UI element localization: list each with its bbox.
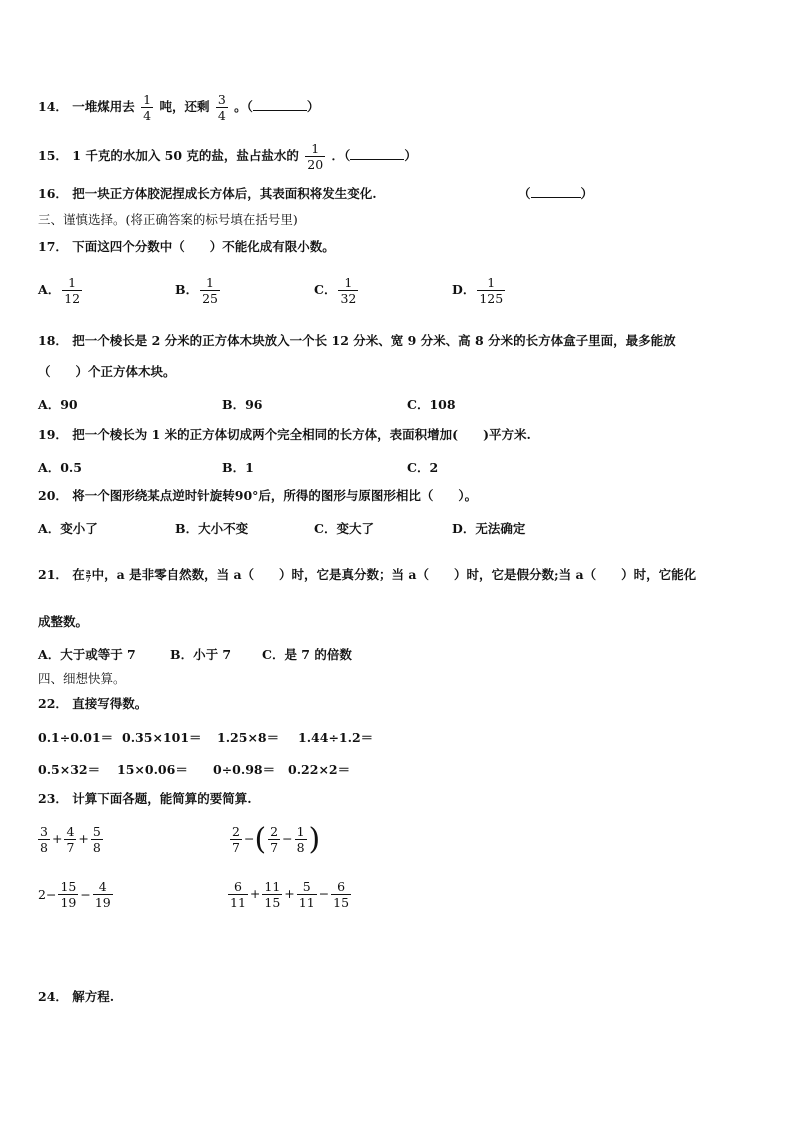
question-number: 22．	[38, 696, 68, 711]
question-text: 将一个图形绕某点逆时针旋转90°后，所得的图形与原图形相比（ ）。	[72, 488, 478, 503]
question-text: 中，a 是非零自然数，当 a（ ）时，它是真分数；当 a（ ）时，它是假分数;当 a（ ）时，它能化	[91, 567, 697, 582]
expression-4[interactable]: $\frac{6}{11}$ + $\frac{11}{15}$ + $\frac{5}{11}$ − $\frac{6}{15}$	[230, 879, 350, 910]
left-paren: (	[254, 821, 267, 857]
question-number: 20．	[38, 488, 68, 503]
option-c[interactable]: C．是 7 的倍数	[262, 647, 352, 662]
fraction: $\frac{3}{4}$	[217, 92, 226, 123]
option-a[interactable]: A．大于或等于 7	[38, 647, 136, 662]
expression-2[interactable]: $\frac{2}{7}$ −( $\frac{2}{7}$ − $\frac{1}{8}$ )	[232, 821, 321, 857]
fraction: $\frac{1}{20}$	[307, 141, 324, 172]
question-23	[38, 791, 252, 807]
answer-blank[interactable]	[531, 186, 581, 198]
question-21-cont: 成整数。	[38, 614, 89, 629]
question-number: 23．	[38, 791, 68, 806]
expression-3[interactable]: 2− $\frac{15}{19}$ − $\frac{4}{19}$	[38, 879, 111, 910]
question-16	[38, 186, 377, 202]
question-number: 19．	[38, 427, 68, 442]
question-text: 直接写得数。	[72, 696, 148, 711]
question-19	[38, 427, 531, 443]
question-text: 把一个棱长是 2 分米的正方体木块放入一个长 12 分米、宽 9 分米、高 8 分米的长方体盒子里面，最多能放	[72, 333, 676, 348]
question-number: 24．	[38, 989, 68, 1004]
question-14: 14． 一堆煤用去 $\frac{1}{4}$ 吨，还剩 $\frac{3}{4}$ 。（ ）	[38, 92, 320, 123]
question-number: 15．	[38, 148, 68, 163]
option-b[interactable]: B． $\frac{1}{25}$	[175, 275, 218, 306]
question-21: 21． 在 $\frac{a}{7}$ 中，a 是非零自然数，当 a（ ）时，它是真分数；当 a（ ）时，它是假分数;当 a（ ）时，它能化	[38, 567, 697, 584]
option-a[interactable]: A．0.5	[38, 460, 82, 475]
answer-blank[interactable]	[350, 148, 404, 160]
question-15: 15． 1 千克的水加入 50 克的盐，盐占盐水的 $\frac{1}{20}$ ．（ ）	[38, 141, 417, 172]
question-text: 把一个棱长为 1 米的正方体切成两个完全相同的长方体，表面积增加( )平方米.	[72, 427, 531, 442]
expression-1[interactable]: $\frac{3}{8}$ + $\frac{4}{7}$ + $\frac{5}{8}$	[40, 824, 101, 855]
question-text: 计算下面各题，能简算的要简算.	[72, 791, 252, 806]
calc-item[interactable]: 0.22×2＝	[288, 762, 351, 777]
option-a[interactable]: A．变小了	[38, 521, 98, 536]
question-18	[38, 333, 676, 349]
option-d[interactable]: D．无法确定	[452, 521, 526, 536]
fraction: $\frac{1}{4}$	[143, 92, 152, 123]
section-heading: 三、谨慎选择。(将正确答案的标号填在括号里)	[38, 212, 298, 227]
option-a[interactable]: A． $\frac{1}{12}$	[38, 275, 81, 306]
question-number: 18．	[38, 333, 68, 348]
calc-item[interactable]: 0.5×32＝	[38, 762, 101, 777]
question-22	[38, 696, 147, 712]
question-text: 下面这四个分数中（ ）不能化成有限小数。	[72, 239, 335, 254]
calc-item[interactable]: 1.25×8＝	[217, 730, 280, 745]
judge-blank-16: （ ）	[518, 186, 594, 201]
option-b[interactable]: B．小于 7	[170, 647, 232, 662]
question-text: 1 千克的水加入 50 克的盐，盐占盐水的	[72, 148, 299, 163]
fraction: $\frac{a}{7}$	[85, 567, 91, 584]
option-b[interactable]: B．96	[222, 397, 263, 412]
calc-item[interactable]: 0.35×101＝	[122, 730, 202, 745]
question-text: 把一块正方体胶泥捏成长方体后，其表面积将发生变化.	[72, 186, 377, 201]
right-paren: )	[308, 821, 321, 857]
calc-item[interactable]: 0÷0.98＝	[213, 762, 276, 777]
option-c[interactable]: C．变大了	[314, 521, 374, 536]
question-number: 16．	[38, 186, 68, 201]
question-number: 14．	[38, 99, 68, 114]
question-text: 一堆煤用去	[72, 99, 135, 114]
option-c[interactable]: C．2	[407, 460, 439, 475]
answer-blank[interactable]	[253, 99, 307, 111]
question-number: 21．	[38, 567, 68, 582]
question-number: 17．	[38, 239, 68, 254]
option-d[interactable]: D． $\frac{1}{125}$	[452, 275, 504, 306]
option-b[interactable]: B．1	[222, 460, 254, 475]
question-17	[38, 239, 335, 255]
option-b[interactable]: B．大小不变	[175, 521, 249, 536]
question-text: 吨，还剩	[159, 99, 210, 114]
option-c[interactable]: C．108	[407, 397, 456, 412]
option-c[interactable]: C． $\frac{1}{32}$	[314, 275, 357, 306]
question-18-cont: （ ）个正方体木块。	[38, 364, 176, 379]
question-text: 解方程.	[72, 989, 115, 1004]
calc-item[interactable]: 15×0.06＝	[117, 762, 188, 777]
question-24	[38, 989, 114, 1005]
question-20	[38, 488, 477, 504]
calc-item[interactable]: 0.1÷0.01＝	[38, 730, 114, 745]
option-a[interactable]: A．90	[38, 397, 78, 412]
calc-item[interactable]: 1.44÷1.2＝	[298, 730, 374, 745]
section-heading: 四、细想快算。	[38, 671, 126, 686]
